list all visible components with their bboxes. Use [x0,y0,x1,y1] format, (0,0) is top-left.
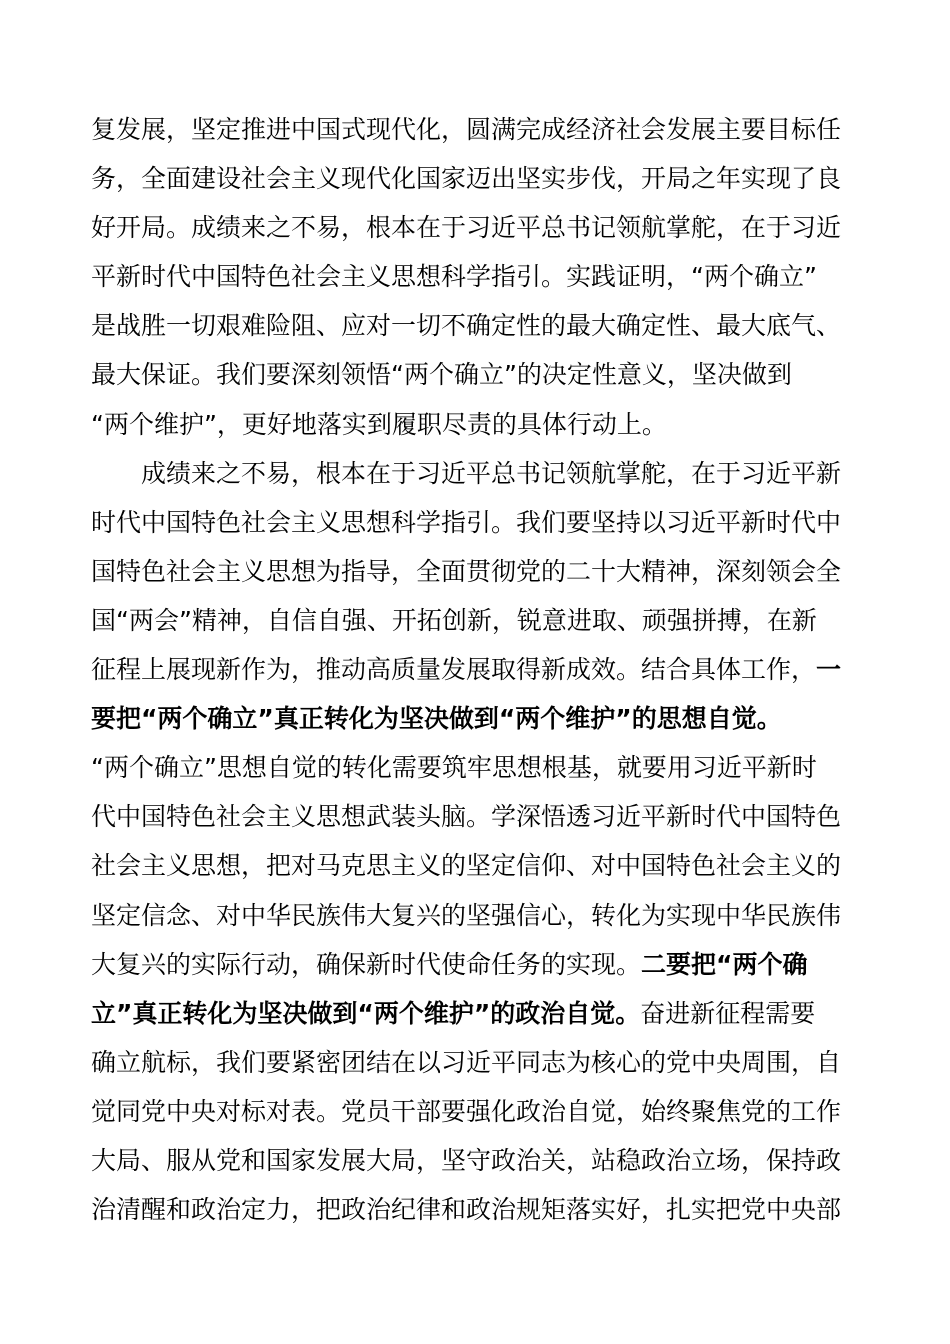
bold-heading-run: 二要把“两个确 [641,949,808,979]
text-line: 好开局。成绩来之不易，根本在于习近平总书记领航掌舵，在于习近 [91,213,842,243]
text-line: 国特色社会主义思想为指导，全面贯彻党的二十大精神，深刻领会全 [91,556,842,586]
text-line: “两个维护”，更好地落实到履职尽责的具体行动上。 [91,409,667,439]
text-line: 时代中国特色社会主义思想科学指引。我们要坚持以习近平新时代中 [91,507,842,537]
bold-heading-run: 一 [816,655,842,685]
text-line: 务，全面建设社会主义现代化国家迈出坚实步伐，开局之年实现了良 [91,164,842,194]
text-line [91,645,861,694]
text-line: 确立航标，我们要紧密团结在以习近平同志为核心的党中央周围，自 [91,1047,842,1077]
text-line: 成绩来之不易，根本在于习近平总书记领航掌舵，在于习近平新 [91,458,842,488]
document-body [91,105,861,1234]
text-run: 征程上展现新作为，推动高质量发展取得新成效。结合具体工作， [91,655,817,685]
text-line: 觉同党中央对标对表。党员干部要强化政治自觉，始终聚焦党的工作 [91,1096,842,1126]
text-line [91,940,861,989]
text-line: “两个确立”思想自觉的转化需要筑牢思想根基，就要用习近平新时 [91,753,817,783]
text-line: 平新时代中国特色社会主义思想科学指引。实践证明，“两个确立” [91,262,817,292]
text-line: 治清醒和政治定力，把政治纪律和政治规矩落实好，扎实把党中央部 [91,1195,842,1225]
text-line: 代中国特色社会主义思想武装头脑。学深悟透习近平新时代中国特色 [91,802,842,832]
text-line: 最大保证。我们要深刻领悟“两个确立”的决定性意义，坚决做到 [91,360,792,390]
bold-heading-run: 立”真正转化为坚决做到“两个维护”的政治自觉。 [91,998,641,1028]
text-run: 大复兴的实际行动，确保新时代使命任务的实现。 [91,949,642,979]
text-line: 国“两会”精神，自信自强、开拓创新，锐意进取、顽强拼搏，在新 [91,605,817,635]
text-line [91,989,861,1038]
text-line: 是战胜一切艰难险阻、应对一切不确定性的最大确定性、最大底气、 [91,311,842,341]
bold-heading-line: 要把“两个确立”真正转化为坚决做到“两个维护”的思想自觉。 [91,704,782,734]
text-line: 大局、服从党和国家发展大局，坚守政治关，站稳政治立场，保持政 [91,1145,842,1175]
text-line: 社会主义思想，把对马克思主义的坚定信仰、对中国特色社会主义的 [91,851,842,881]
text-line: 坚定信念、对中华民族伟大复兴的坚强信心，转化为实现中华民族伟 [91,900,842,930]
text-line: 复发展，坚定推进中国式现代化，圆满完成经济社会发展主要目标任 [91,115,842,144]
text-run: 奋进新征程需要 [640,998,816,1028]
